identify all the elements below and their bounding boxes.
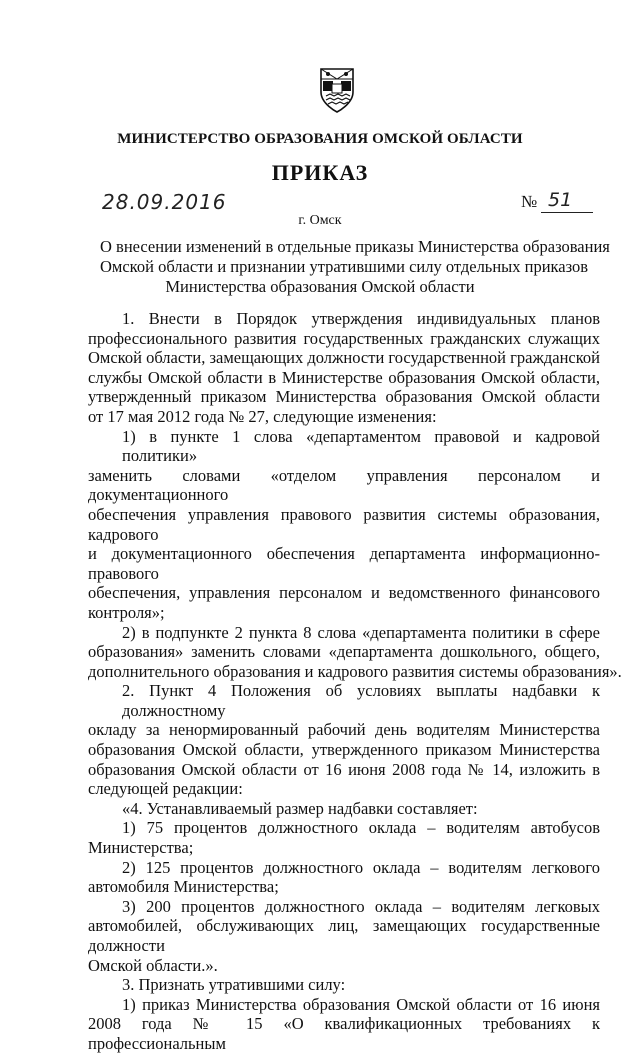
body-line: от 17 мая 2012 года № 27, следующие изменения:	[88, 406, 437, 426]
body-line: образования Омской области, утвержденного приказом Министерства	[88, 740, 600, 760]
body-line: 1) в пункте 1 слова «департаментом правовой и кадровой политики»	[122, 426, 600, 466]
body-line: «4. Устанавливаемый размер надбавки составляет:	[122, 798, 478, 818]
body-line: 2008 года № 15 «О квалификационных требованиях к профессиональным	[88, 1014, 600, 1053]
body-line: 1) приказ Министерства образования Омской области от 16 июня	[122, 994, 600, 1014]
body-line: автомобилей, обслуживающих лиц, замещающих государственные должности	[88, 916, 600, 955]
handwritten-date: 28.09.2016	[102, 190, 227, 214]
subject-line: О внесении изменений в отдельные приказы Министерства образования	[100, 237, 610, 256]
body-line: автомобиля Министерства;	[88, 877, 279, 897]
body-line: 2) в подпункте 2 пункта 8 слова «департамента политики в сфере	[122, 622, 600, 642]
document-type: ПРИКАЗ	[271, 160, 369, 185]
city-label: г. Омск	[298, 213, 342, 228]
body-line: 2. Пункт 4 Положения об условиях выплаты надбавки к должностному	[122, 681, 600, 720]
body-line: 2) 125 процентов должностного оклада – водителям легкового	[122, 857, 600, 877]
body-line: 3) 200 процентов должностного оклада – водителям легковых	[122, 896, 600, 916]
body-line: контроля»;	[88, 602, 165, 622]
body-line: утвержденный приказом Министерства образования Омской области	[88, 387, 600, 407]
body-line: 3. Признать утратившими силу:	[122, 975, 346, 995]
handwritten-number: 51	[548, 189, 573, 211]
body-line: образования» заменить словами «департамента дошкольного, общего,	[88, 642, 600, 662]
body-line: обеспечения, управления персоналом и ведомственного финансового	[88, 583, 600, 603]
body-line: дополнительного образования и кадрового развития системы образования».	[88, 661, 622, 681]
subject-line: Министерства образования Омской области	[165, 277, 475, 296]
body-line: образования Омской области от 16 июня 2008 года № 14, изложить в	[88, 759, 600, 779]
subject-line: Омской области и признании утратившими силу отдельных приказов	[100, 257, 589, 276]
order-body	[88, 309, 622, 1054]
body-line: профессионального развития государственных гражданских служащих	[88, 328, 600, 348]
order-subject	[100, 237, 610, 297]
body-line: 1. Внести в Порядок утверждения индивидуальных планов	[122, 309, 600, 328]
coat-of-arms-icon	[318, 66, 356, 114]
body-line: службы Омской области в Министерстве образования Омской области,	[88, 367, 600, 387]
ministry-title: МИНИСТЕРСТВО ОБРАЗОВАНИЯ ОМСКОЙ ОБЛАСТИ	[117, 131, 523, 147]
body-line: и документационного обеспечения департамента информационно-правового	[88, 544, 600, 583]
body-line: обеспечения управления правового развития системы образования, кадрового	[88, 504, 600, 544]
body-line: 1) 75 процентов должностного оклада – водителям автобусов	[122, 818, 600, 838]
body-line: окладу за ненормированный рабочий день водителям Министерства	[88, 720, 600, 740]
body-line: Омской области, замещающих должности государственной гражданской	[88, 348, 600, 368]
body-line: Омской области.».	[88, 955, 218, 975]
body-line: Министерства;	[88, 838, 194, 858]
body-line: заменить словами «отделом управления персоналом и документационного	[88, 465, 600, 505]
body-line: следующей редакции:	[88, 779, 243, 799]
number-label: №	[521, 192, 538, 211]
